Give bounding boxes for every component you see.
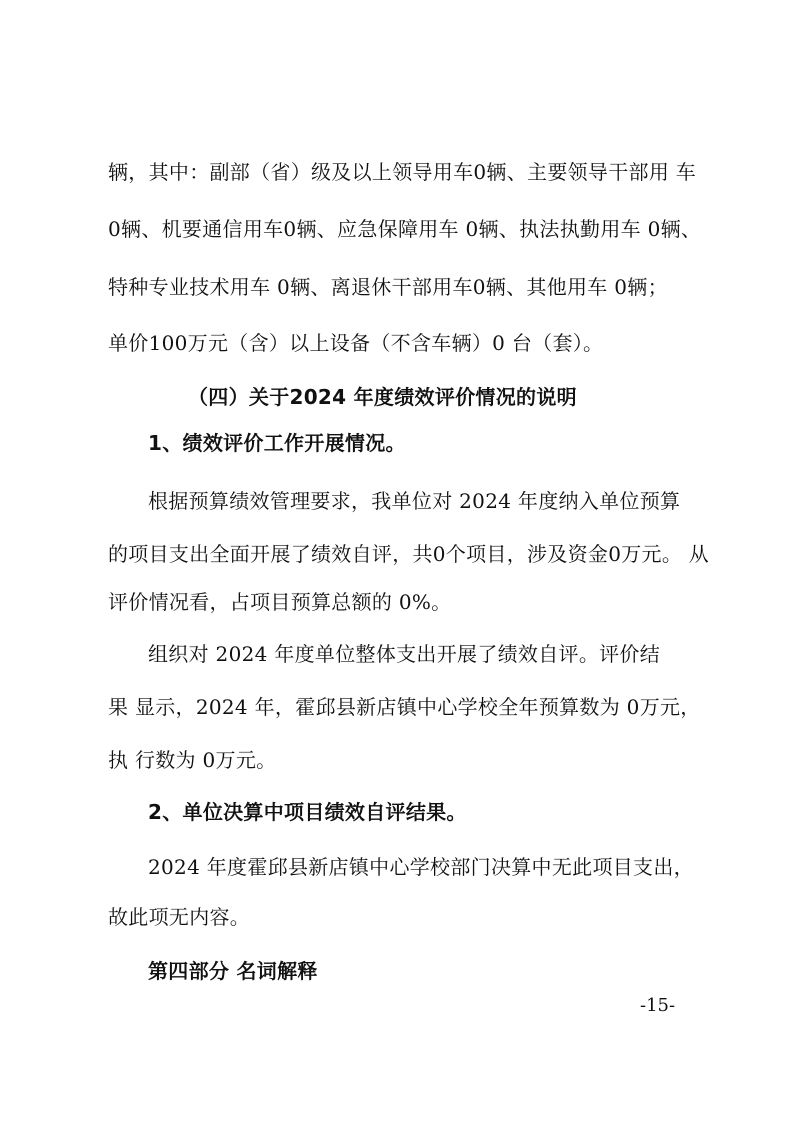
page-number: -15- (640, 995, 676, 1016)
subsection-title-1: 1、绩效评价工作开展情况。 (148, 431, 406, 455)
paragraph-line: 单价100万元（含）以上设备（不含车辆）0 台（套）。 (108, 331, 604, 355)
paragraph-line: 辆，其中：副部（省）级及以上领导用车0辆、主要领导干部用 车 (108, 160, 697, 184)
paragraph-line: 2024 年度霍邱县新店镇中心学校部门决算中无此项目支出， (148, 855, 694, 879)
paragraph-line: 的项目支出全面开展了绩效自评，共0个项目，涉及资金0万元。 从 (108, 542, 710, 566)
paragraph-line: 评价情况看，占项目预算总额的 0%。 (108, 590, 452, 614)
paragraph-line: 0辆、机要通信用车0辆、应急保障用车 0辆、执法执勤用车 0辆、 (108, 217, 702, 241)
paragraph-line: 执 行数为 0万元。 (108, 748, 277, 772)
paragraph-line: 根据预算绩效管理要求，我单位对 2024 年度纳入单位预算 (148, 489, 681, 513)
part-title: 第四部分 名词解释 (148, 959, 318, 983)
paragraph-line: 特种专业技术用车 0辆、离退休干部用车0辆、其他用车 0辆； (108, 275, 668, 299)
subsection-title-2: 2、单位决算中项目绩效自评结果。 (148, 800, 467, 824)
paragraph-line: 果 显示，2024 年，霍邱县新店镇中心学校全年预算数为 0万元， (108, 695, 701, 719)
paragraph-line: 故此项无内容。 (108, 905, 251, 929)
section-heading: （四）关于2024 年度绩效评价情况的说明 (188, 385, 577, 409)
paragraph-line: 组织对 2024 年度单位整体支出开展了绩效自评。评价结 (148, 642, 661, 666)
